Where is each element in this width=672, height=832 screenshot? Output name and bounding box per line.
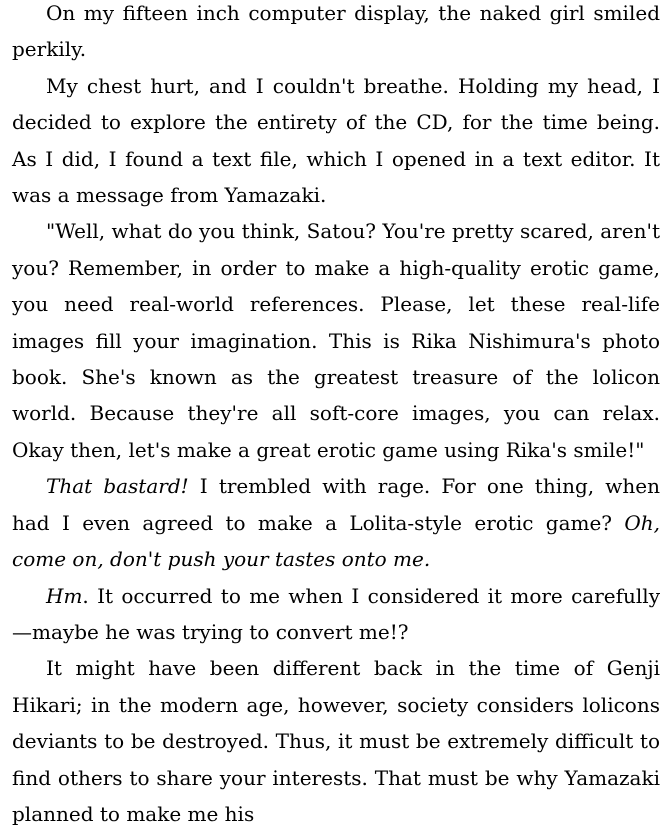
paragraph-text: My chest hurt, and I couldn't breathe. Holding my head, I decided to explore the entirety of the CD, for the time being. As I did, I found a text file, which I opened in a text editor. It was a message from Yamazaki. — [12, 73, 660, 208]
paragraph-4 — [12, 468, 660, 577]
paragraph-6 — [12, 650, 660, 832]
paragraph-text: It might have been different back in the time of Genji Hikari; in the modern age, however, society considers lolicons deviants to be destroyed. Thus, it must be extremely difficult to find others to share your interests. That must be why Yamazaki planned to make me his — [12, 656, 660, 826]
paragraph-5 — [12, 578, 660, 651]
paragraph-1 — [12, 0, 660, 68]
paragraph-3 — [12, 213, 660, 468]
paragraph-text: On my fifteen inch computer display, the naked girl smiled perkily. — [12, 1, 660, 62]
italic-thought: That bastard! — [46, 474, 189, 499]
paragraph-text: "Well, what do you think, Satou? You're pretty scared, aren't you? Remember, in order to make a high-quality erotic game, you need real-world references. Please, let these real-life images fill your imagination. This is Rika Nishimura's photo book. She's known as the greatest treasure of the lolicon world. Because they're all soft-core images, you can relax. Okay then, let's make a great erotic game using Rika's smile!" — [12, 219, 660, 462]
italic-thought: Hm — [46, 583, 83, 608]
paragraph-text: . It occurred to me when I considered it more carefully—maybe he was trying to convert me!? — [12, 583, 660, 644]
italic-thought: Oh, come on, don't push your tastes onto me. — [12, 510, 660, 572]
paragraph-2 — [12, 68, 660, 214]
paragraph-text: I trembled with rage. For one thing, when had I even agreed to make a Lolita-style erotic game? — [12, 474, 661, 535]
